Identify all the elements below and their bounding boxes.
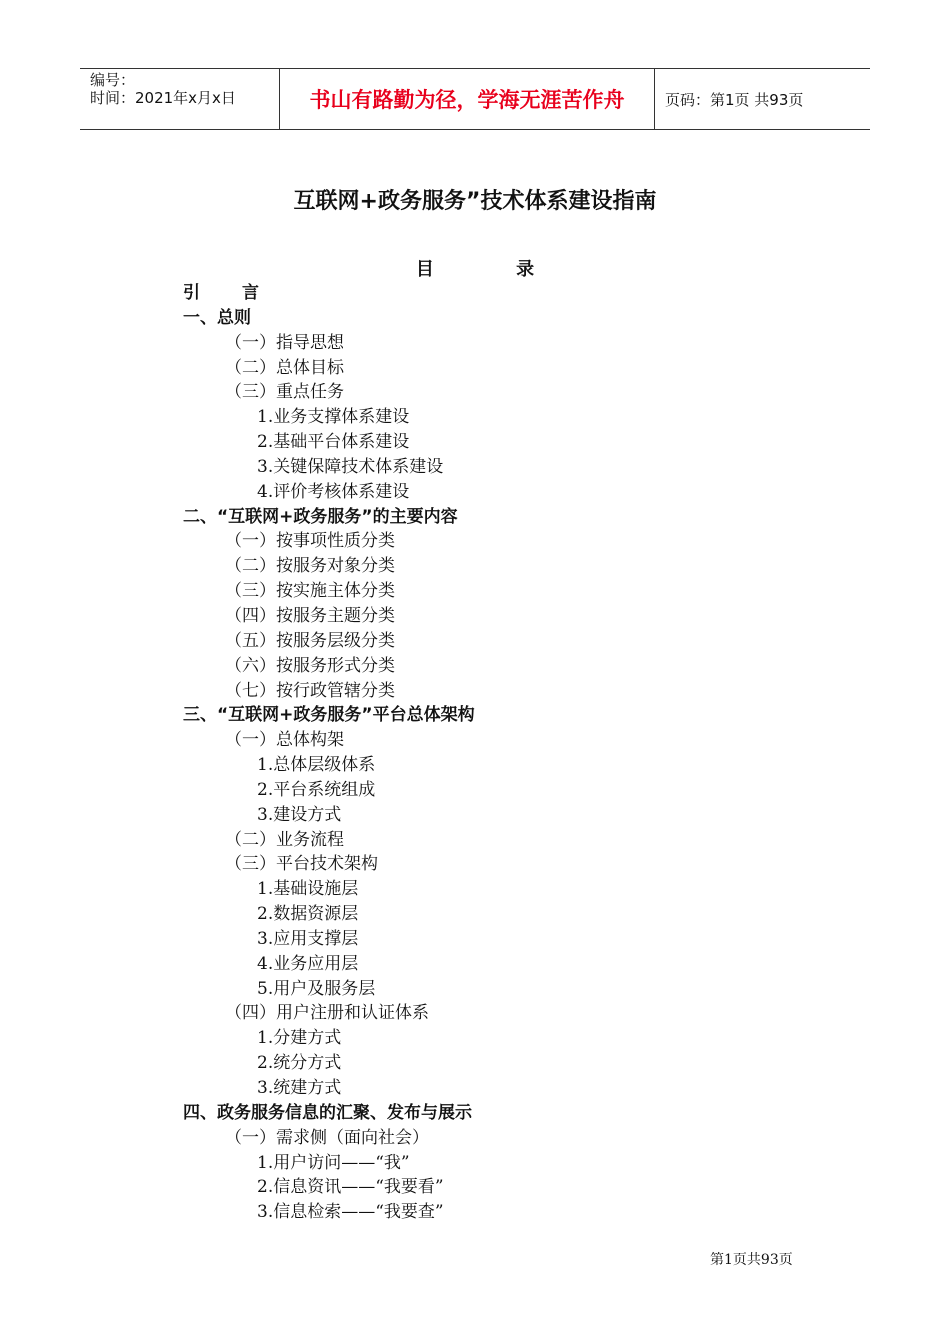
toc-entry[interactable]: 1.分建方式 (257, 1028, 342, 1049)
toc-entry[interactable]: 2.平台系统组成 (257, 779, 376, 800)
toc-entry[interactable]: （五）按服务层级分类 (225, 630, 395, 651)
toc-entry[interactable]: 二、“互联网+政务服务”的主要内容 (183, 506, 458, 527)
toc-entry[interactable]: （六）按服务形式分类 (225, 655, 395, 676)
toc-entry[interactable]: 2.统分方式 (257, 1053, 342, 1074)
toc-entry[interactable]: 3.应用支撑层 (257, 928, 359, 949)
toc-entry[interactable]: （一）按事项性质分类 (225, 531, 395, 552)
table-of-contents (183, 281, 803, 1225)
toc-entry[interactable]: 4.业务应用层 (257, 953, 359, 974)
toc-entry[interactable]: （一）总体构架 (225, 730, 344, 751)
toc-entry[interactable]: 四、政务服务信息的汇聚、发布与展示 (183, 1102, 472, 1123)
header-motto: 书山有路勤为径，学海无涯苦作舟 (280, 69, 655, 129)
toc-entry[interactable]: 2.基础平台体系建设 (257, 432, 410, 453)
number-label: 编号： (90, 71, 136, 89)
toc-entry[interactable]: 4.评价考核体系建设 (257, 481, 410, 502)
toc-entry[interactable]: （七）按行政管辖分类 (225, 680, 395, 701)
toc-entry[interactable]: （三）重点任务 (225, 382, 344, 403)
toc-entry[interactable]: （一）需求侧（面向社会） (225, 1127, 429, 1148)
header-page-info: 页码：第1页 共93页 (665, 90, 804, 109)
toc-entry[interactable]: （三）按实施主体分类 (225, 581, 395, 602)
toc-entry[interactable]: 1.业务支撑体系建设 (257, 407, 410, 428)
toc-entry[interactable]: （四）按服务主题分类 (225, 605, 395, 626)
toc-entry[interactable]: 1.用户访问——“我” (257, 1152, 410, 1173)
toc-entry[interactable]: （四）用户注册和认证体系 (225, 1003, 429, 1024)
toc-entry[interactable]: 三、“互联网+政务服务”平台总体架构 (183, 705, 475, 726)
toc-entry[interactable]: 3.建设方式 (257, 804, 342, 825)
toc-entry[interactable]: （二）按服务对象分类 (225, 556, 395, 577)
toc-entry[interactable]: （二）业务流程 (225, 829, 344, 850)
toc-entry[interactable]: 一、总则 (183, 307, 251, 328)
toc-entry[interactable]: 3.关键保障技术体系建设 (257, 456, 444, 477)
toc-entry[interactable]: 2.信息资讯——“我要看” (257, 1177, 444, 1198)
toc-entry[interactable]: （三）平台技术架构 (225, 854, 378, 875)
toc-entry[interactable]: 3.信息检索——“我要查” (257, 1202, 444, 1223)
toc-heading: 目 录 (415, 259, 573, 280)
toc-entry[interactable]: 1.基础设施层 (257, 879, 359, 900)
toc-entry[interactable]: （二）总体目标 (225, 357, 344, 378)
toc-entry[interactable]: 3.统建方式 (257, 1078, 342, 1098)
toc-entry[interactable]: （一）指导思想 (225, 332, 344, 353)
toc-entry[interactable]: 引言 (183, 283, 301, 303)
page-header (80, 68, 870, 130)
time-label: 时间：2021年x月x日 (90, 89, 236, 107)
toc-entry[interactable]: 1.总体层级体系 (257, 755, 376, 776)
page-footer: 第1页共93页 (710, 1252, 793, 1268)
toc-entry[interactable]: 2.数据资源层 (257, 904, 359, 925)
header-meta (80, 69, 280, 129)
document-title: 互联网+政务服务”技术体系建设指南 (293, 189, 657, 214)
toc-entry[interactable]: 5.用户及服务层 (257, 978, 376, 999)
